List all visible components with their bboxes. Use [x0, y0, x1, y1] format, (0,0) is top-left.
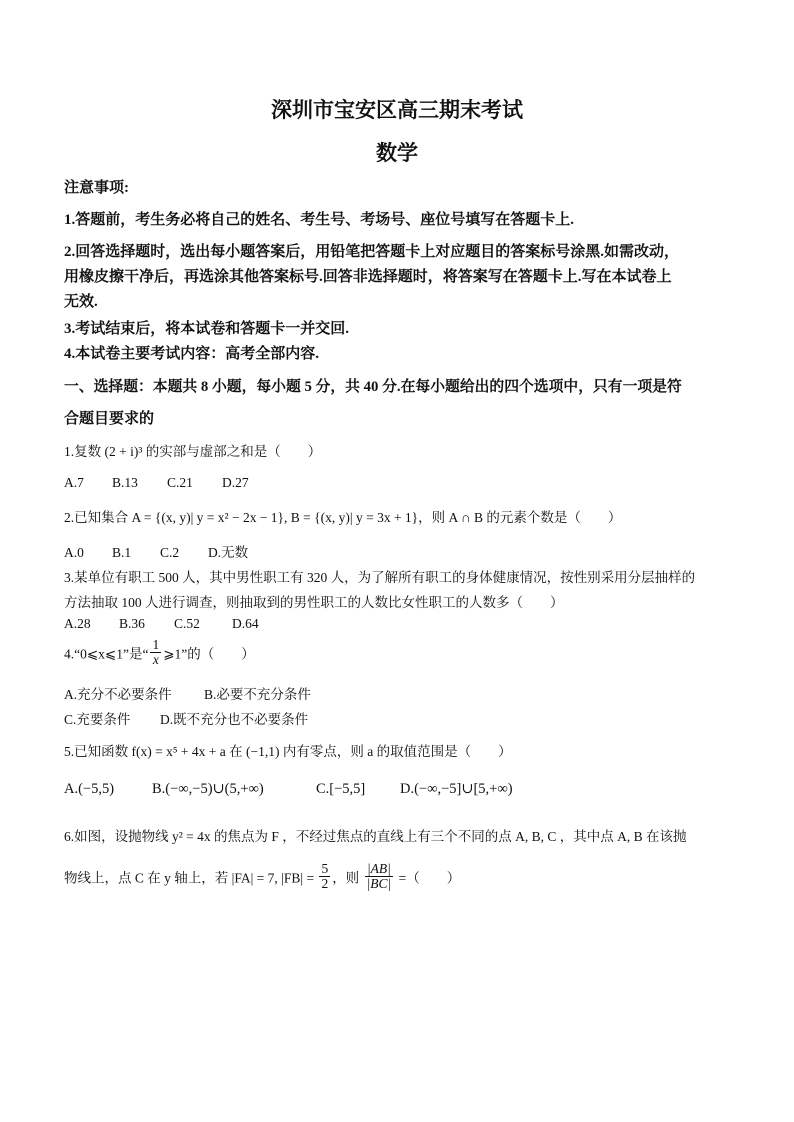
note-item-2-line-3: 无效.	[64, 294, 98, 310]
question-4	[64, 638, 255, 667]
option-a: A.0	[64, 545, 84, 560]
question-1-options	[64, 475, 249, 491]
section-heading-line-1: 一、选择题：本题共 8 小题，每小题 5 分，共 40 分.在每小题给出的四个选项中，只有一项是符	[64, 379, 682, 395]
option-c: C.52	[174, 616, 200, 631]
option-a: A.28	[64, 616, 91, 631]
question-4-prefix: 4.“0⩽x⩽1”是“	[64, 646, 149, 662]
fraction-denominator: 2	[321, 876, 329, 892]
question-1: 1.复数 (2 + i)³ 的实部与虚部之和是（ ）	[64, 444, 322, 459]
option-d: D.既不充分也不必要条件	[160, 712, 309, 727]
fraction-denominator: x	[152, 652, 159, 668]
question-4-options-row-1	[64, 683, 311, 703]
fraction-1-over-x	[150, 638, 161, 667]
option-c: C.21	[167, 475, 193, 490]
question-6-mid: ，则	[332, 870, 363, 886]
option-b: B.36	[119, 616, 145, 631]
fraction-denominator: |BC|	[366, 876, 392, 892]
option-b: B.13	[112, 475, 138, 490]
note-item-2-line-2: 用橡皮擦干净后，再选涂其他答案标号.回答非选择题时，将答案写在答题卡上.写在本试卷上	[64, 269, 672, 285]
fraction-numerator: |AB|	[365, 862, 394, 877]
option-c: C.充要条件	[64, 712, 131, 727]
question-5: 5.已知函数 f(x) = x⁵ + 4x + a 在 (−1,1) 内有零点，则 a 的取值范围是（ ）	[64, 744, 512, 759]
option-d: D.无数	[208, 545, 249, 560]
question-6-line-2	[64, 862, 460, 891]
option-a: A.(−5,5)	[64, 781, 115, 797]
fraction-numerator: 5	[321, 861, 329, 876]
question-5-options	[64, 781, 513, 798]
option-a: A.7	[64, 475, 84, 490]
option-d: D.64	[232, 616, 259, 631]
note-item-2-line-1: 2.回答选择题时，选出每小题答案后，用铅笔把答题卡上对应题目的答案标号涂黑.如需改动，	[64, 244, 680, 260]
note-item-1: 1.答题前，考生务必将自己的姓名、考生号、考场号、座位号填写在答题卡上.	[64, 212, 575, 228]
question-4-options-row-2	[64, 708, 308, 728]
option-b: B.(−∞,−5)∪(5,+∞)	[152, 781, 264, 797]
note-item-3: 3.考试结束后，将本试卷和答题卡一并交回.	[64, 321, 350, 337]
question-3-line-1: 3.某单位有职工 500 人，其中男性职工有 320 人，为了解所有职工的身体健康情况，按性别采用分层抽样的	[64, 570, 696, 585]
fraction-5-over-2	[319, 862, 330, 891]
question-6-prefix: 物线上，点 C 在 y 轴上，若 |FA| = 7, |FB| =	[64, 870, 318, 886]
question-4-suffix: ⩾1”的（ ）	[163, 646, 255, 662]
question-2-options	[64, 541, 248, 561]
option-d: D.(−∞,−5]∪[5,+∞)	[400, 781, 513, 797]
exam-subject: 数学	[376, 141, 418, 165]
fraction-ab-over-bc	[365, 862, 394, 891]
question-3-options	[64, 616, 259, 632]
question-6-suffix: =（ ）	[395, 870, 461, 886]
question-2: 2.已知集合 A = {(x, y)| y = x² − 2x − 1}, B = {(x, y)| y = 3x + 1}，则 A ∩ B 的元素个数是（ ）	[64, 510, 622, 525]
option-b: B.1	[112, 545, 132, 560]
note-item-4: 4.本试卷主要考试内容：高考全部内容.	[64, 346, 320, 362]
option-d: D.27	[222, 475, 249, 490]
question-3-line-2: 方法抽取 100 人进行调查，则抽取到的男性职工的人数比女性职工的人数多（ ）	[64, 595, 564, 610]
notes-heading: 注意事项:	[64, 180, 129, 196]
option-b: B.必要不充分条件	[204, 687, 311, 702]
option-c: C.[−5,5]	[316, 781, 366, 797]
fraction-numerator: 1	[152, 637, 160, 652]
option-a: A.充分不必要条件	[64, 687, 172, 702]
exam-title: 深圳市宝安区高三期末考试	[271, 98, 523, 122]
section-heading-line-2: 合题目要求的	[64, 411, 155, 427]
option-c: C.2	[160, 545, 180, 560]
question-6-line-1: 6.如图，设抛物线 y² = 4x 的焦点为 F ，不经过焦点的直线上有三个不同的点 A, B, C ，其中点 A, B 在该抛	[64, 829, 687, 844]
